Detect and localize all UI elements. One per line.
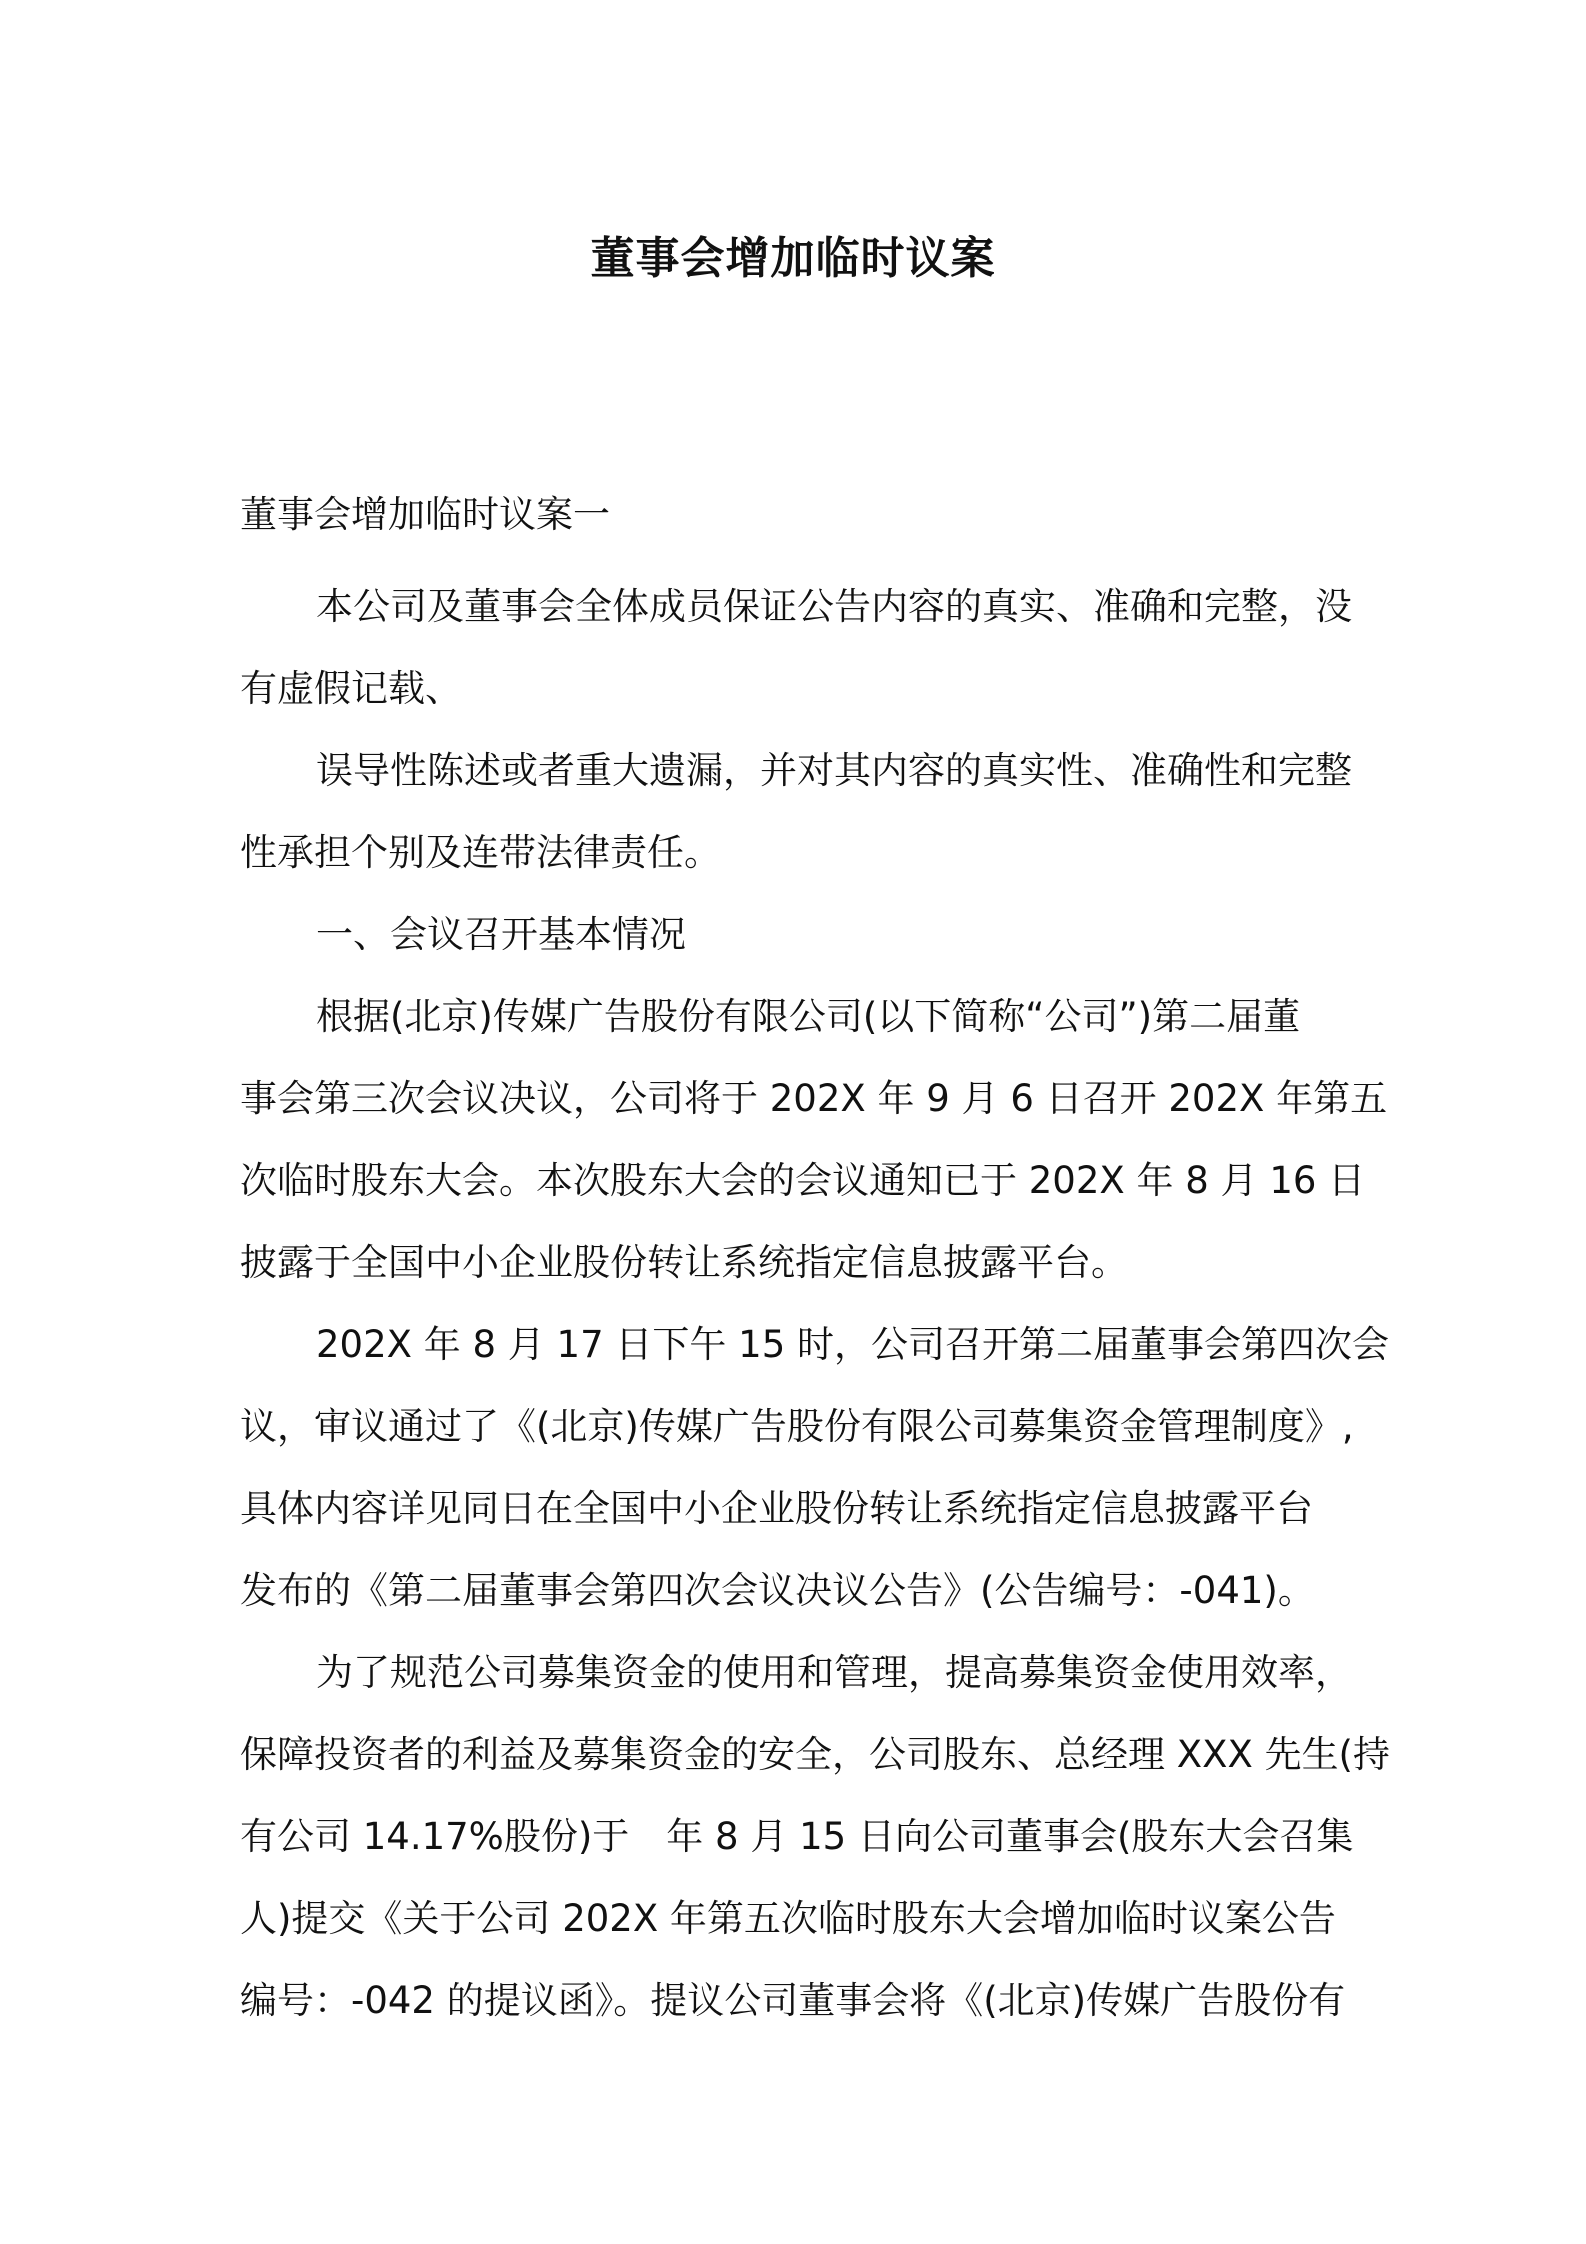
text-line: 性承担个别及连带法律责任。 [240, 831, 721, 874]
text-line: 根据(北京)传媒广告股份有限公司(以下简称“公司”)第二届董 [316, 995, 1301, 1038]
text-line: 人)提交《关于公司 202X 年第五次临时股东大会增加临时议案公告 [240, 1897, 1336, 1940]
text-line: 为了规范公司募集资金的使用和管理，提高募集资金使用效率， [316, 1651, 1352, 1694]
text-line: 有公司 14.17%股份)于 年 8 月 15 日向公司董事会(股东大会召集 [240, 1815, 1354, 1858]
text-line: 202X 年 8 月 17 日下午 15 时，公司召开第二届董事会第四次会 [316, 1323, 1389, 1366]
text-line: 保障投资者的利益及募集资金的安全，公司股东、总经理 XXX 先生(持 [240, 1733, 1390, 1776]
text-line: 具体内容详见同日在全国中小企业股份转让系统指定信息披露平台 [240, 1487, 1313, 1530]
text-line: 事会第三次会议决议，公司将于 202X 年 9 月 6 日召开 202X 年第五 [240, 1077, 1388, 1120]
text-line: 误导性陈述或者重大遗漏，并对其内容的真实性、准确性和完整 [316, 749, 1352, 792]
section-heading: 董事会增加临时议案一 [240, 493, 610, 536]
text-line: 一、会议召开基本情况 [316, 913, 686, 956]
body-text [240, 566, 1390, 2042]
text-line: 本公司及董事会全体成员保证公告内容的真实、准确和完整，没 [316, 585, 1352, 628]
text-line: 编号：-042 的提议函》。提议公司董事会将《(北京)传媒广告股份有 [240, 1979, 1346, 2022]
text-line: 次临时股东大会。本次股东大会的会议通知已于 202X 年 8 月 16 日 [240, 1159, 1366, 1202]
text-line: 有虚假记载、 [240, 667, 462, 710]
text-line: 发布的《第二届董事会第四次会议决议公告》(公告编号：-041)。 [240, 1569, 1315, 1612]
document-title: 董事会增加临时议案 [590, 233, 996, 284]
text-line: 议，审议通过了《(北京)传媒广告股份有限公司募集资金管理制度》, [240, 1405, 1354, 1448]
document-body [240, 566, 1390, 2042]
text-line: 披露于全国中小企业股份转让系统指定信息披露平台。 [240, 1241, 1128, 1284]
